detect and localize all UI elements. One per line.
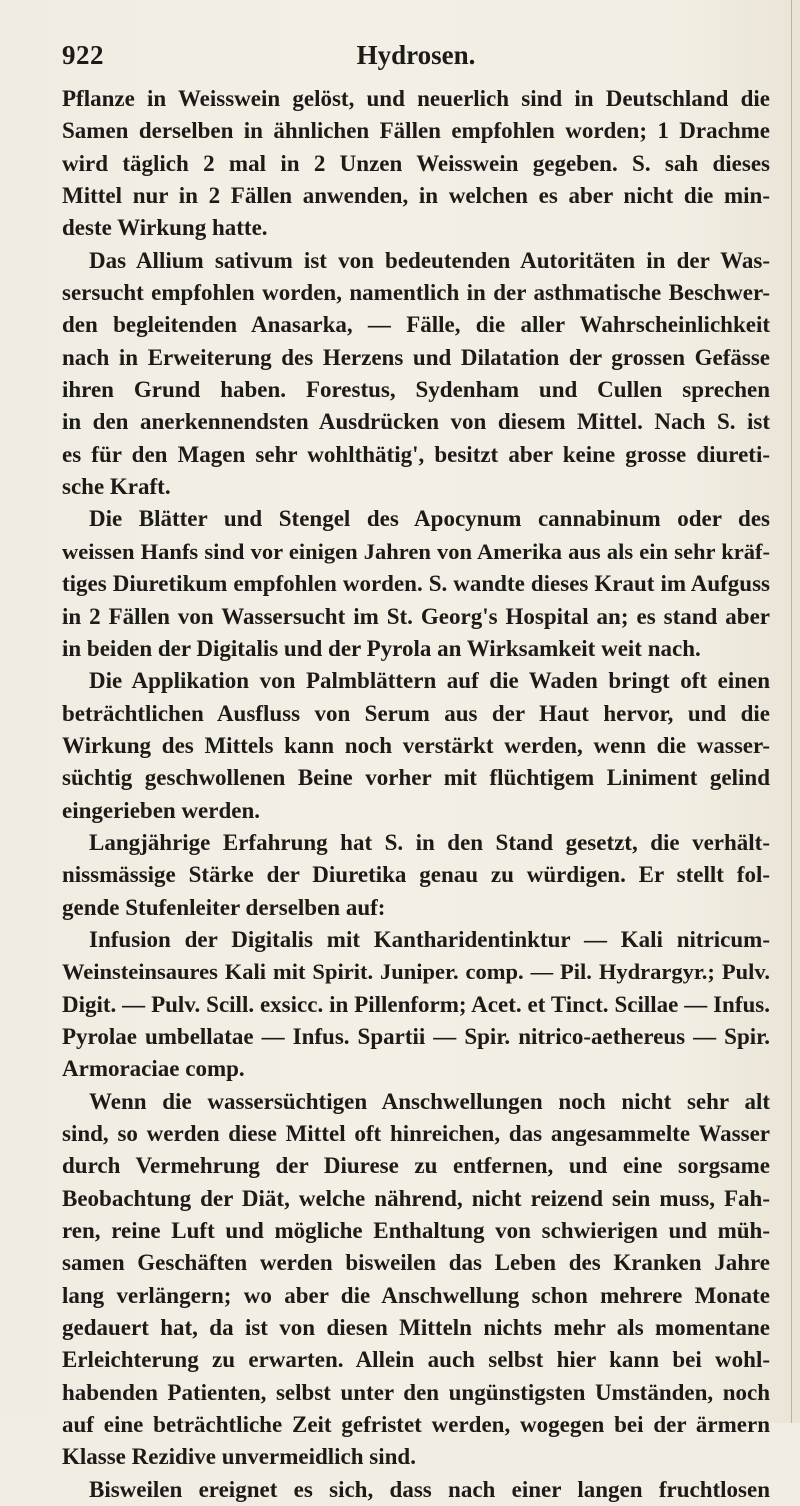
text-line: Das Allium sativum ist von bedeutenden Autoritäten in der Was-: [89, 247, 770, 273]
text-line: ren, reine Luft und mögliche Enthaltung von schwierigen und müh-: [62, 1218, 770, 1244]
text-line: Bisweilen ereignet es sich, dass nach einer langen fruchtlosen: [89, 1476, 770, 1502]
text-line: Digit. — Pulv. Scill. exsicc. in Pillenform; Acet. et Tinct. Scillae — Infus.: [62, 991, 770, 1017]
text-line: durch Vermehrung der Diurese zu entfernen, und eine sorgsame: [62, 1153, 770, 1179]
text-line: ihren Grund haben. Forestus, Sydenham und Cullen sprechen: [62, 377, 770, 403]
page-header: [62, 40, 770, 80]
text-line: Weinsteinsaures Kali mit Spirit. Juniper. comp. — Pil. Hydrargyr.; Pulv.: [62, 959, 770, 985]
text-line: habenden Patienten, selbst unter den ungünstigsten Umständen, noch: [62, 1379, 770, 1405]
text-line: sind, so werden diese Mittel oft hinreichen, das angesammelte Wasser: [62, 1121, 770, 1146]
text-line: sersucht empfohlen worden, namentlich in der asthmatische Beschwer-: [62, 280, 770, 306]
text-line: auf eine beträchtliche Zeit gefristet werden, wogegen bei der ärmern: [62, 1412, 770, 1438]
text-line: Pyrolae umbellatae — Infus. Spartii — Spir. nitrico-aethereus — Spir.: [62, 1023, 770, 1049]
text-line: tiges Diuretikum empfohlen worden. S. wandte dieses Kraut im Aufguss: [62, 571, 770, 597]
text-line: Pflanze in Weisswein gelöst, und neuerlich sind in Deutschland die: [62, 86, 770, 111]
text-line: Erleichterung zu erwarten. Allein auch selbst hier kann bei wohl-: [62, 1347, 770, 1373]
text-line: es für den Magen sehr wohlthätig', besitzt aber keine grosse diureti-: [62, 441, 770, 467]
text-line: Klasse Rezidive unvermeidlich sind.: [62, 1444, 416, 1470]
text-line: beträchtlichen Ausfluss von Serum aus der Haut hervor, und die: [62, 700, 770, 726]
text-line: Armoraciae comp.: [62, 1056, 245, 1082]
text-line: Die Blätter und Stengel des Apocynum cannabinum oder des: [89, 506, 770, 532]
body-text: [62, 83, 770, 1506]
text-line: Infusion der Digitalis mit Kantharidentinktur — Kali nitricum-: [89, 926, 770, 952]
text-line: den begleitenden Anasarka, — Fälle, die aller Wahrscheinlichkeit: [62, 312, 770, 338]
page-number: 922: [62, 40, 104, 70]
running-head: Hydrosen.: [356, 40, 476, 70]
text-line: sche Kraft.: [62, 474, 171, 500]
text-line: Wirkung des Mittels kann noch verstärkt werden, wenn die wasser-: [62, 732, 770, 758]
text-line: Wenn die wassersüchtigen Anschwellungen noch nicht sehr alt: [89, 1088, 770, 1114]
page-edge-line: [791, 0, 792, 1423]
text-line: samen Geschäften werden bisweilen das Leben des Kranken Jahre: [62, 1250, 770, 1276]
text-line: süchtig geschwollenen Beine vorher mit flüchtigem Liniment gelind: [62, 765, 770, 791]
text-line: Langjährige Erfahrung hat S. in den Stand gesetzt, die verhält-: [89, 829, 770, 855]
text-line: lang verlängern; wo aber die Anschwellung schon mehrere Monate: [62, 1282, 770, 1308]
text-line: deste Wirkung hatte.: [62, 215, 268, 241]
text-line: nissmässige Stärke der Diuretika genau zu würdigen. Er stellt fol-: [62, 862, 770, 888]
text-line: Samen derselben in ähnlichen Fällen empfohlen worden; 1 Drachme: [62, 118, 770, 144]
text-line: Beobachtung der Diät, welche nährend, nicht reizend sein muss, Fah-: [62, 1185, 770, 1211]
text-line: Die Applikation von Palmblättern auf die Waden bringt oft einen: [89, 668, 770, 694]
text-line: wird täglich 2 mal in 2 Unzen Weisswein gegeben. S. sah dieses: [62, 150, 770, 176]
text-line: gende Stufenleiter derselben auf:: [62, 894, 386, 920]
text-line: in 2 Fällen von Wassersucht im St. Georg's Hospital an; es stand aber: [62, 603, 770, 629]
text-line: weissen Hanfs sind vor einigen Jahren von Amerika aus als ein sehr kräf-: [62, 538, 770, 564]
text-line: eingerieben werden.: [62, 797, 261, 823]
text-line: Mittel nur in 2 Fällen anwenden, in welchen es aber nicht die min-: [62, 183, 770, 209]
text-line: in beiden der Digitalis und der Pyrola an Wirksamkeit weit nach.: [62, 635, 701, 661]
text-line: gedauert hat, da ist von diesen Mitteln nichts mehr als momentane: [62, 1315, 770, 1341]
text-line: in den anerkennendsten Ausdrücken von diesem Mittel. Nach S. ist: [62, 409, 770, 435]
text-line: nach in Erweiterung des Herzens und Dilatation der grossen Gefässe: [62, 344, 770, 370]
